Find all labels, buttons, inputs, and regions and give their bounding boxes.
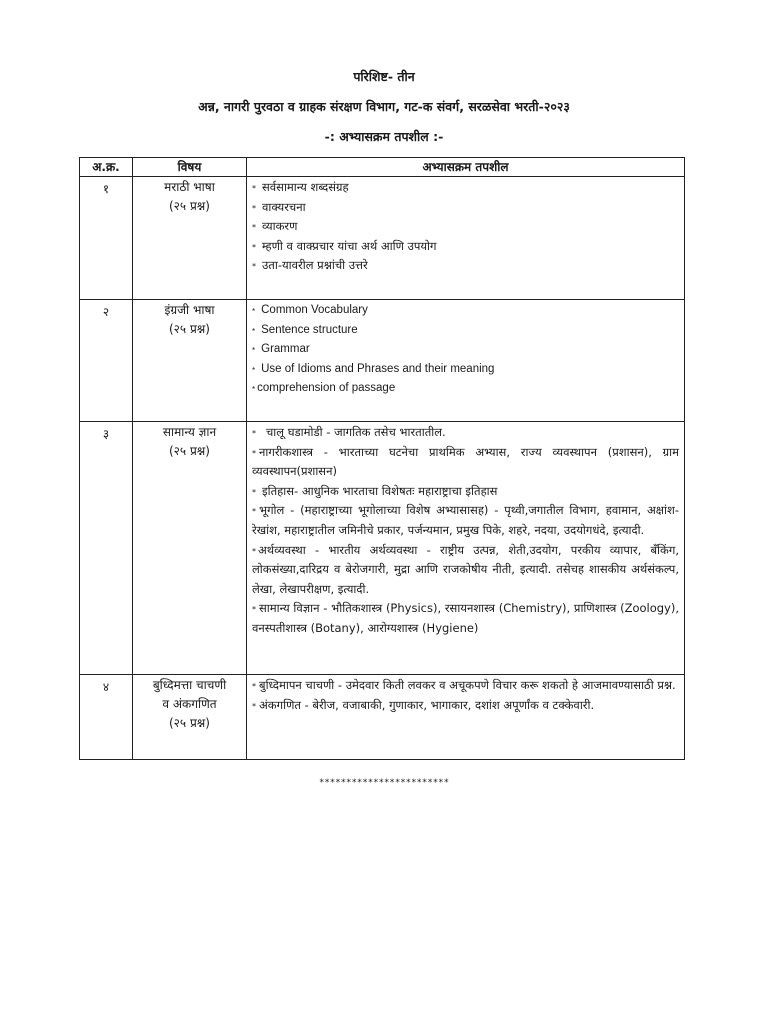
list-item: * सामान्य विज्ञान - भौतिकशास्त्र (Physics), रसायनशास्त्र (Chemistry), प्राणिशास्त्र (Zoology), वनस्पतीशास्त्र (Botany), आरोग्यशास्त्र (Hygiene) xyxy=(252,601,679,635)
list-item: * बुध्दिमापन चाचणी - उमेदवार किती लवकर व अचूकपणे विचार करू शकतो हे आजमावण्यासाठी प्रश्न. xyxy=(252,678,676,692)
footer-separator: ************************ xyxy=(318,778,450,788)
bullet-asterisk: * xyxy=(252,346,256,356)
appendix-title: परिशिष्ट- तीन xyxy=(353,69,415,84)
subject-questions: (२५ प्रश्न) xyxy=(169,716,210,730)
header-subject: विषय xyxy=(133,158,247,177)
bullet-asterisk: * xyxy=(252,307,256,316)
bullet-asterisk: * xyxy=(252,429,256,438)
row-details xyxy=(247,675,685,760)
list-item: * अर्थव्यवस्था - भारतीय अर्थव्यवस्था - राष्ट्रीय उत्पन्न, शेती,उदयोग, परकीय व्यापार, बँकिंग, लोकसंख्या,दारिद्रय व बेरोजगारी, मुद्रा आणि राजकोषीय नीती, इत्यादी. तसेचह शासकीय अर्थसंकल्प, लेखा, लेखापरीक्षण, इत्यादी. xyxy=(252,542,679,596)
table-header-row xyxy=(80,158,685,177)
row-subject xyxy=(133,300,247,422)
bullet-asterisk: * xyxy=(252,326,256,336)
bullet-asterisk: * xyxy=(252,242,256,252)
list-item: * सर्वसामान्य शब्दसंग्रह xyxy=(252,180,349,194)
header-details: अभ्यासक्रम तपशील xyxy=(247,158,685,177)
subject-questions: (२५ प्रश्न) xyxy=(169,444,210,458)
subject-name: बुध्दिमत्ता चाचणी xyxy=(152,678,227,692)
bullet-asterisk: * xyxy=(252,682,256,691)
bullet-asterisk: * xyxy=(252,365,256,375)
bullet-asterisk: * xyxy=(252,507,256,517)
bullet-asterisk: * xyxy=(252,448,256,458)
list-item: * म्हणी व वाक्प्रचार यांचा अर्थ आणि उपयोग xyxy=(252,238,437,253)
list-item: * Grammar xyxy=(252,343,310,356)
row-details xyxy=(247,422,685,675)
table-row xyxy=(80,300,685,422)
list-item: * भूगोल - (महाराष्ट्राच्या भूगोलाच्या विशेष अभ्यासासह) - पृथ्वी,जगातील विभाग, हवामान, अक्षांश-रेखांश, महाराष्ट्रातील जमिनीचे प्रकार, पर्जन्यमान, प्रमुख पिके, शहरे, नदया, उदयोगधंदे, इत्यादी. xyxy=(252,503,679,537)
subject-name: सामान्य ज्ञान xyxy=(162,425,217,439)
table-row xyxy=(80,422,685,675)
list-item: * उता-यावरील प्रश्नांची उत्तरे xyxy=(252,258,368,273)
department-title: अन्न, नागरी पुरवठा व ग्राहक संरक्षण विभाग, गट-क संवर्ग, सरळसेवा भरती-२०२३ xyxy=(198,99,570,114)
row-number: ३ xyxy=(80,422,133,675)
bullet-asterisk: * xyxy=(252,605,256,615)
list-item: * Sentence structure xyxy=(252,323,358,336)
bullet-asterisk: * xyxy=(252,262,256,272)
subject-questions: (२५ प्रश्न) xyxy=(169,199,210,213)
syllabus-title: -: अभ्यासक्रम तपशील :- xyxy=(324,129,444,144)
row-number: २ xyxy=(80,300,133,422)
row-number: ४ xyxy=(80,675,133,760)
subject-name: मराठी भाषा xyxy=(164,180,215,194)
bullet-asterisk: * xyxy=(252,546,256,556)
row-details xyxy=(247,300,685,422)
list-item: * चालू घडामोडी - जागतिक तसेच भारतातील. xyxy=(252,425,446,439)
table-row xyxy=(80,675,685,760)
subject-questions: (२५ प्रश्न) xyxy=(169,322,210,336)
subject-name-line2: व अंकगणित xyxy=(162,697,217,711)
list-item: * अंकगणित - बेरीज, वजाबाकी, गुणाकार, भागाकार, दशांश अपूर्णांक व टक्केवारी. xyxy=(252,697,595,712)
list-item: * वाक्यरचना xyxy=(252,199,306,214)
list-item: * नागरीकशास्त्र - भारताच्या घटनेचा प्राथमिक अभ्यास, राज्य व्यवस्थापन (प्रशासन), ग्राम व्यवस्थापन(प्रशासन) xyxy=(252,444,679,479)
row-subject xyxy=(133,177,247,300)
bullet-asterisk: * xyxy=(252,184,256,193)
header-serial: अ.क्र. xyxy=(80,158,133,177)
bullet-asterisk: * xyxy=(252,385,256,395)
list-item: * इतिहास- आधुनिक भारताचा विशेषतः महाराष्ट्राचा इतिहास xyxy=(252,483,498,498)
row-subject xyxy=(133,675,247,760)
bullet-asterisk: * xyxy=(252,487,256,497)
list-item: * comprehension of passage xyxy=(252,382,396,395)
bullet-asterisk: * xyxy=(252,223,256,233)
row-number: १ xyxy=(80,177,133,300)
list-item: * व्याकरण xyxy=(252,219,298,234)
syllabus-table xyxy=(79,157,685,760)
list-item: * Use of Idioms and Phrases and their meaning xyxy=(252,362,495,375)
row-subject xyxy=(133,422,247,675)
bullet-asterisk: * xyxy=(252,203,256,213)
bullet-asterisk: * xyxy=(252,701,256,711)
table-row xyxy=(80,177,685,300)
list-item: * Common Vocabulary xyxy=(252,304,368,316)
row-details xyxy=(247,177,685,300)
subject-name: इंग्रजी भाषा xyxy=(164,303,215,317)
